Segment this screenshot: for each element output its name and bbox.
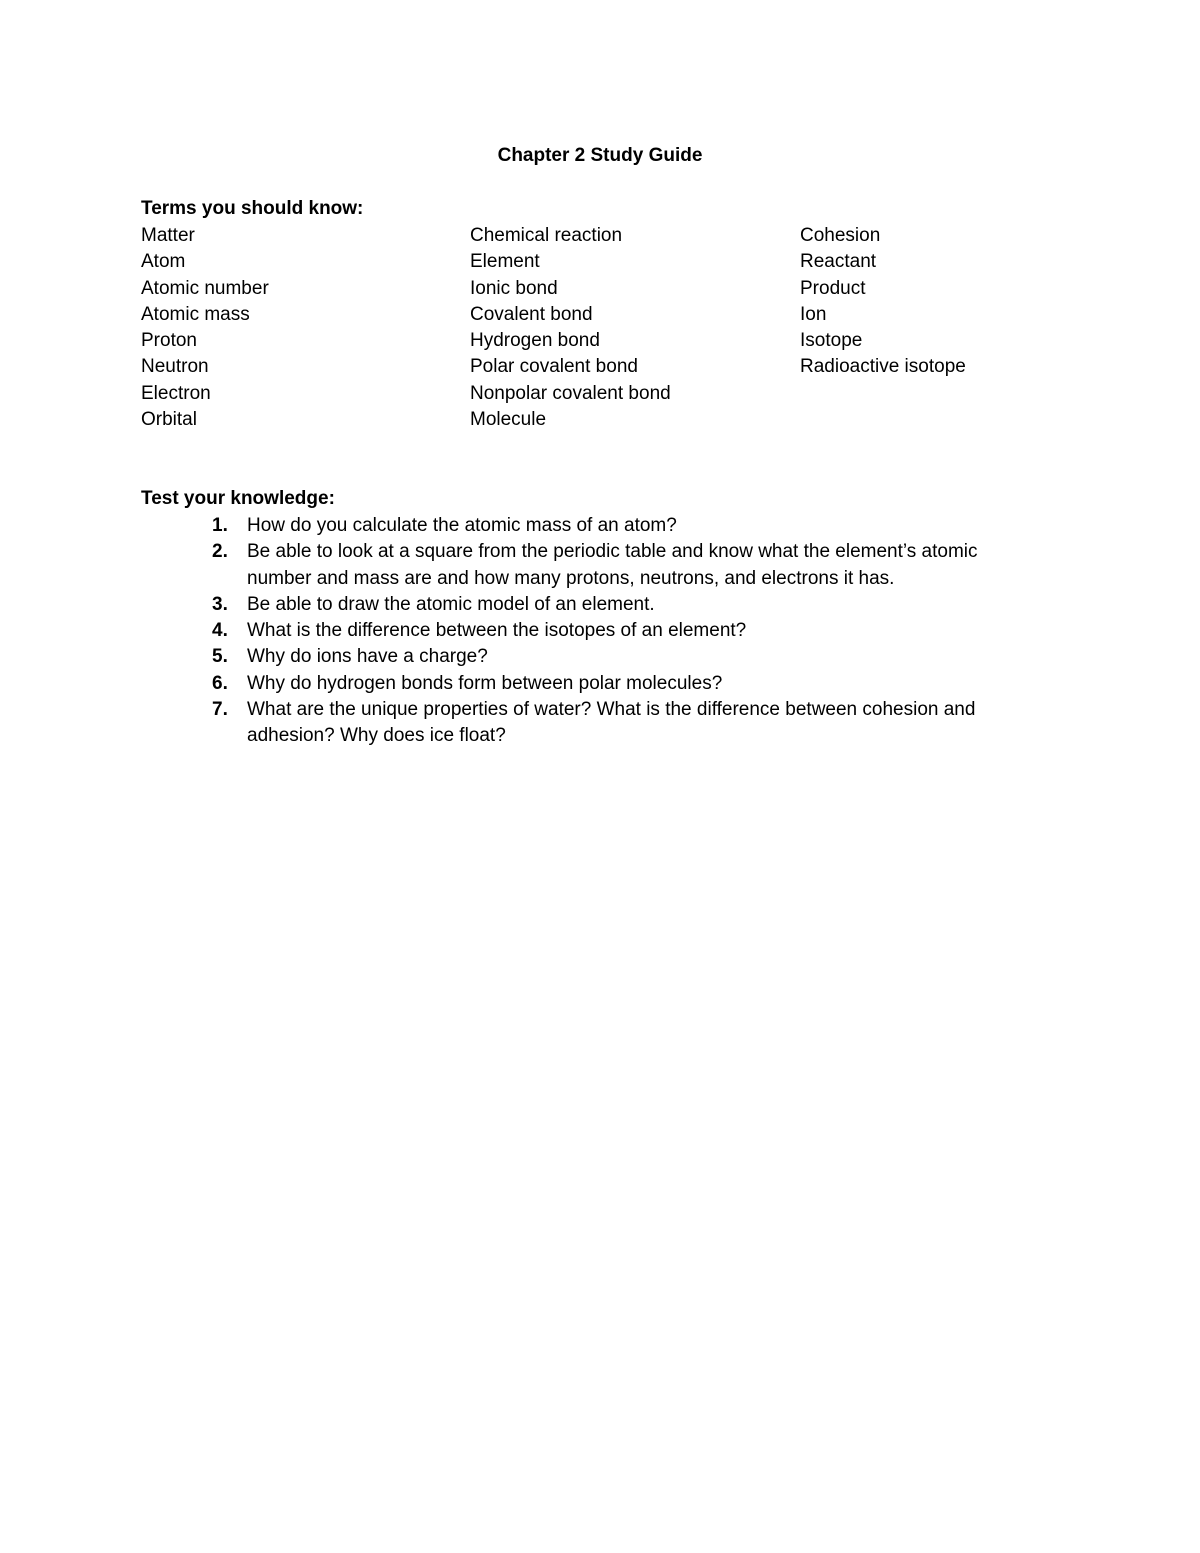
term: Hydrogen bond (470, 330, 600, 352)
question-number: 3. (212, 593, 228, 615)
term: Matter (141, 225, 195, 246)
terms-column-1 (141, 223, 269, 433)
question-text: What is the difference between the isotopes of an element? (247, 620, 747, 642)
term: Atom (141, 251, 186, 273)
term: Electron (141, 382, 211, 404)
question-text: Why do ions have a charge? (247, 646, 488, 668)
question-number: 5. (212, 646, 228, 668)
question-number: 4. (212, 620, 228, 642)
terms-heading: Terms you should know: (141, 198, 364, 219)
term: Atomic mass (141, 303, 250, 325)
test-heading: Test your knowledge: (141, 488, 335, 509)
terms-grid (141, 223, 1041, 443)
question-item (141, 671, 1041, 697)
terms-column-2 (470, 223, 671, 433)
question-number: 6. (212, 672, 228, 694)
term: Element (470, 251, 540, 273)
question-item (141, 697, 1041, 750)
term: Atomic number (141, 277, 269, 299)
term: Cohesion (800, 225, 881, 246)
term: Radioactive isotope (800, 356, 966, 378)
question-item (141, 644, 1041, 670)
question-text: Be able to look at a square from the periodic table and know what the element’s atomic number and mass are and how many protons, neutrons, and electrons it has. (247, 541, 978, 589)
terms-column-3 (800, 223, 966, 381)
term: Molecule (470, 409, 547, 431)
term: Chemical reaction (470, 225, 623, 246)
term: Orbital (141, 409, 197, 431)
question-number: 1. (212, 515, 228, 536)
term: Nonpolar covalent bond (470, 382, 671, 404)
question-number: 2. (212, 541, 228, 563)
term: Polar covalent bond (470, 356, 638, 378)
question-text: Why do hydrogen bonds form between polar molecules? (247, 672, 723, 694)
term: Covalent bond (470, 303, 593, 325)
question-text: Be able to draw the atomic model of an element. (247, 593, 655, 615)
question-text: What are the unique properties of water? What is the difference between cohesion and adhesion? Why does ice float? (247, 699, 976, 747)
document-title: Chapter 2 Study Guide (497, 145, 703, 166)
term: Neutron (141, 356, 209, 378)
question-item (141, 513, 1041, 539)
question-item (141, 618, 1041, 644)
questions-list (141, 513, 1041, 750)
term: Ionic bond (470, 277, 558, 299)
question-item (141, 539, 1041, 592)
term: Proton (141, 330, 197, 352)
question-number: 7. (212, 699, 228, 721)
term: Product (800, 277, 866, 299)
term: Isotope (800, 330, 863, 352)
term: Reactant (800, 251, 877, 273)
question-text: How do you calculate the atomic mass of an atom? (247, 515, 677, 536)
term: Ion (800, 303, 827, 325)
question-item (141, 592, 1041, 618)
